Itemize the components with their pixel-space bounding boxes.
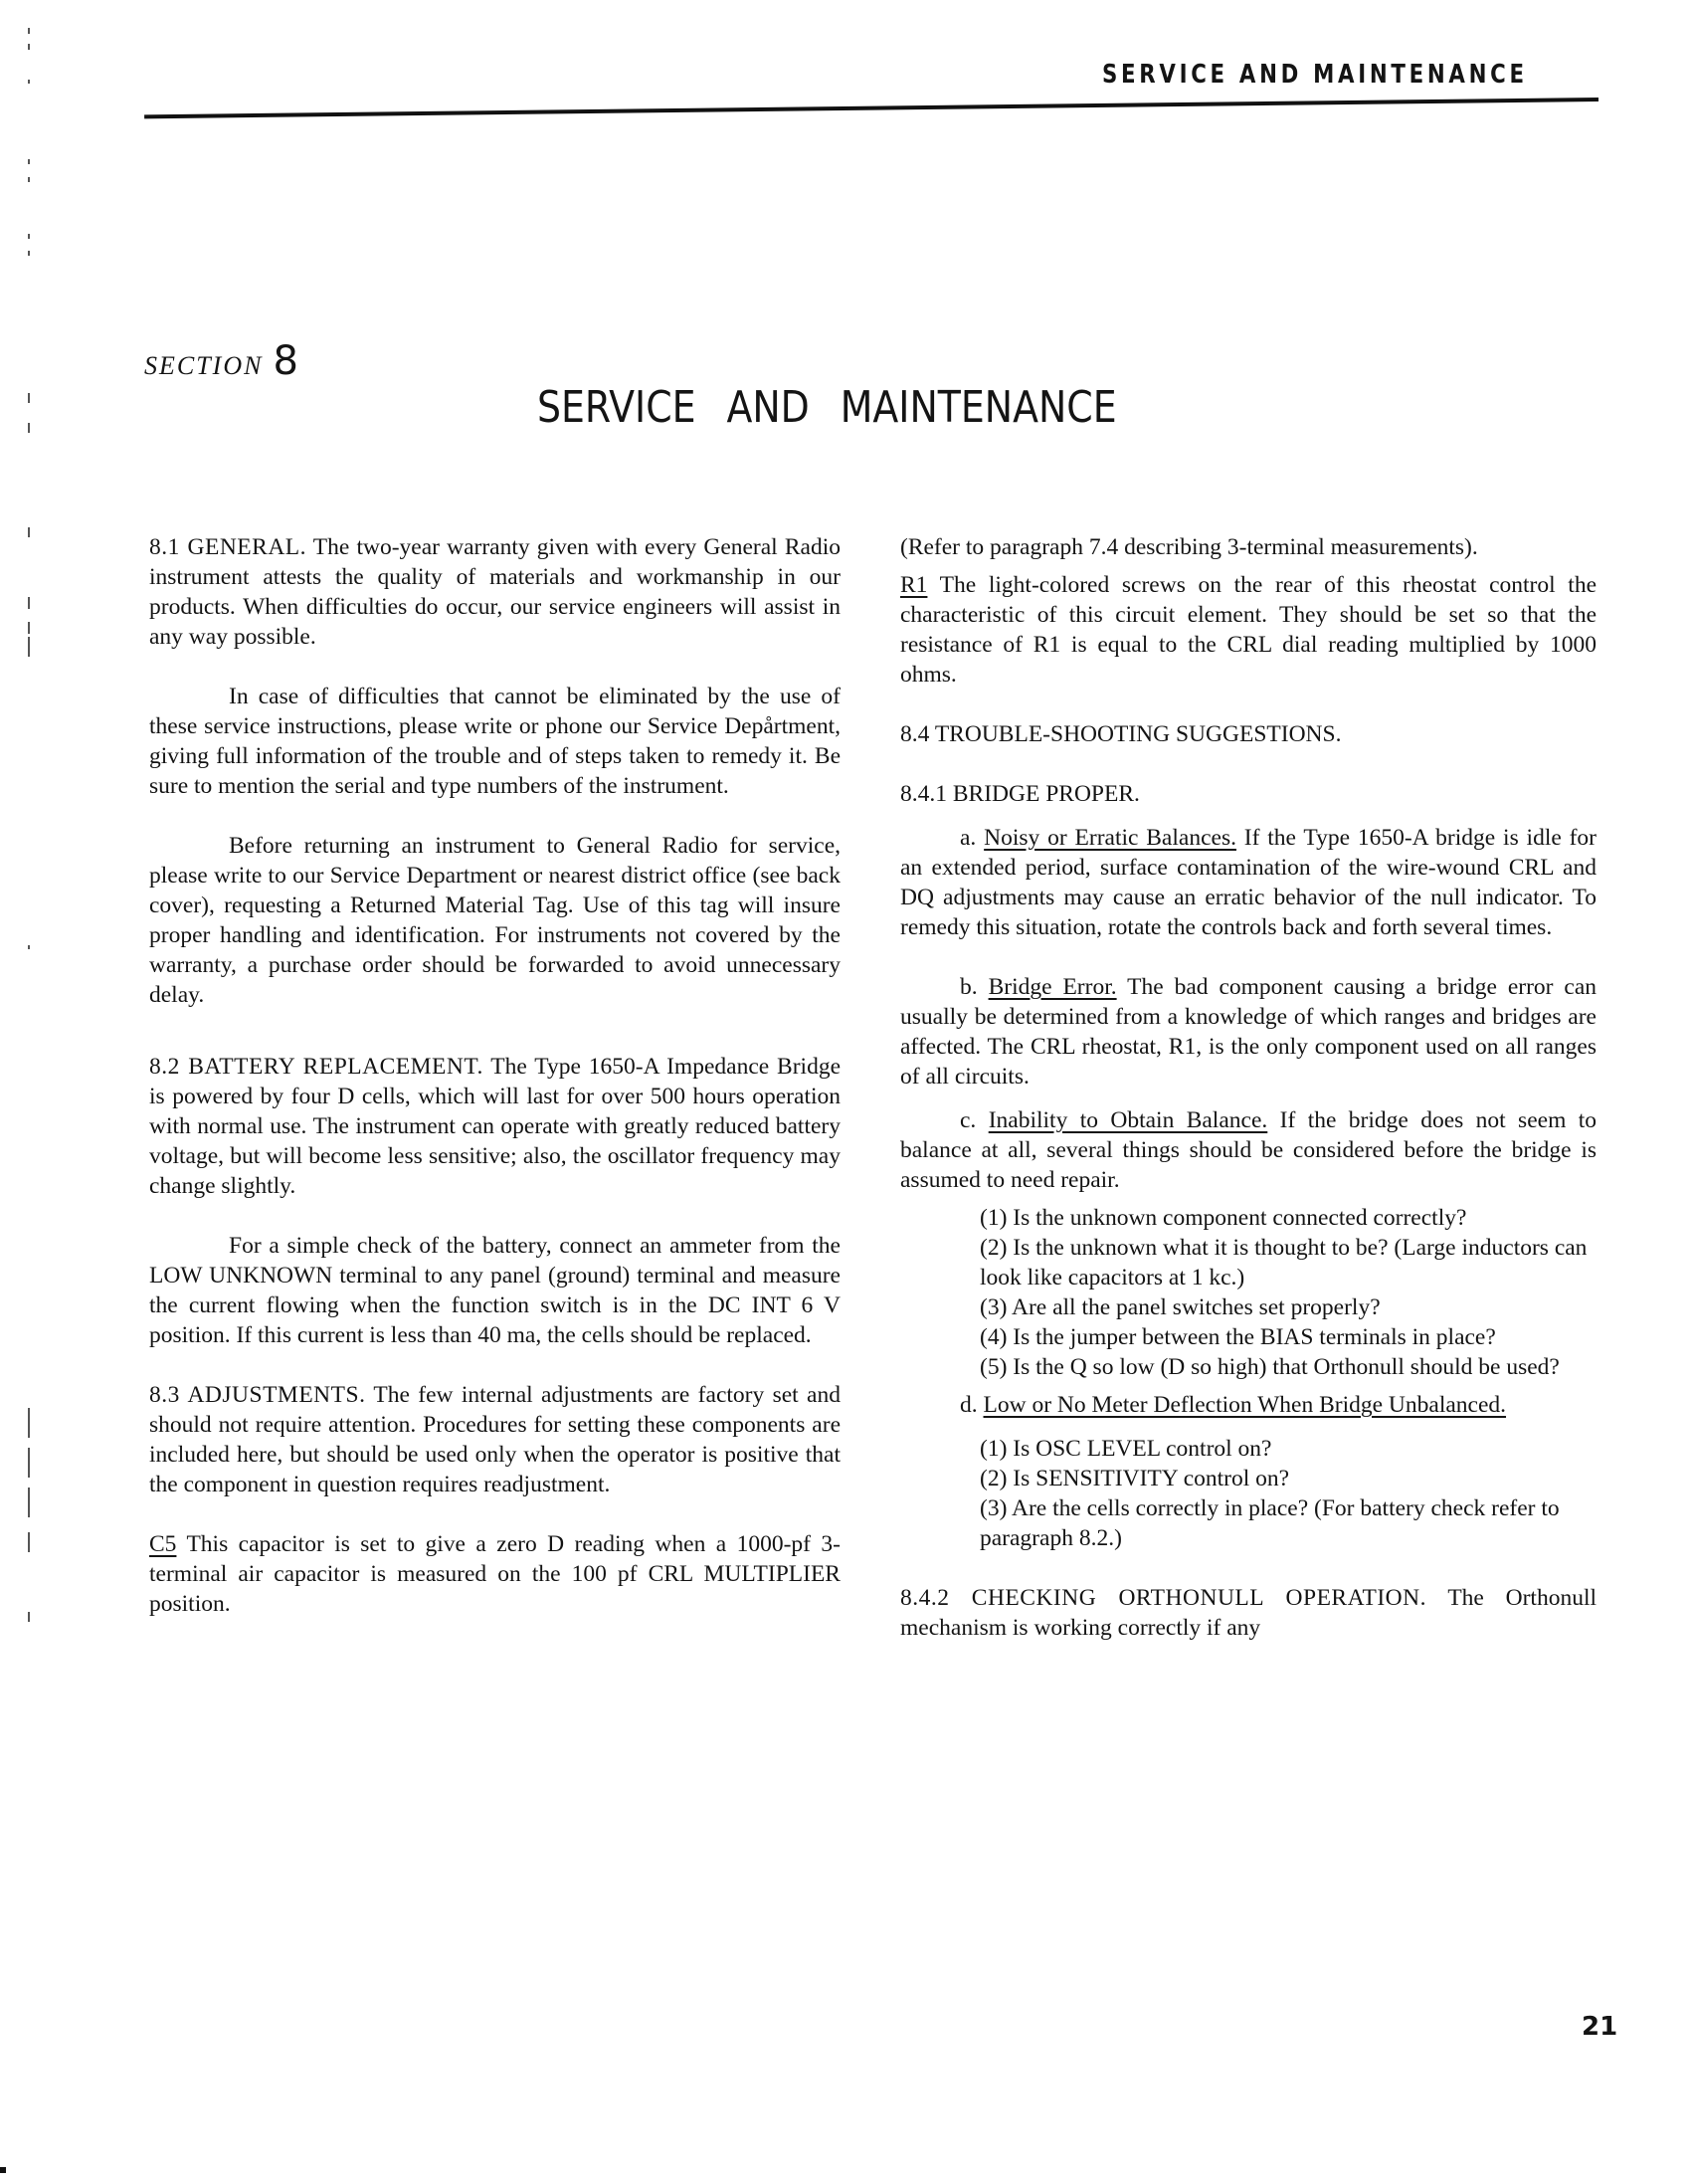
left-column: [149, 532, 841, 1649]
scan-mark: [28, 1612, 30, 1622]
paragraph-8-1-difficulties: In case of difficulties that cannot be eliminated by the use of these service instructions, please write or phone our Service Depårtment, giving full information of the trouble and of steps taken to remedy it. Be sure to mention the serial and type numbers of the instrument.: [149, 684, 841, 799]
page-number: 21: [1582, 2012, 1618, 2042]
paragraph-8-4-2: [900, 1583, 1597, 1643]
item-c-marker: c.: [960, 1107, 977, 1133]
section-word: SECTION: [144, 351, 264, 380]
item-d-title: Low or No Meter Deflection When Bridge Unbalanced.: [983, 1392, 1507, 1418]
item-d: [900, 1390, 1597, 1420]
scan-mark: [28, 251, 30, 256]
section-label: [144, 338, 298, 384]
scan-mark: [28, 44, 30, 50]
item-c-checklist: [900, 1203, 1597, 1382]
heading-8-2: 8.2 BATTERY REPLACEMENT.: [149, 1054, 483, 1080]
item-d-checklist: [900, 1434, 1597, 1553]
scan-mark: [28, 1532, 30, 1552]
scan-mark: [28, 423, 30, 433]
item-c-text: If the bridge does not seem to balance at all, several things should be considered before the bridge is assumed to need repair.: [900, 1107, 1597, 1193]
item-a: [900, 823, 1597, 942]
c5-label: C5: [149, 1531, 177, 1557]
text-8-3: The few internal adjustments are factory set and should not require attention. Procedures for setting these components are included here, but should be used only when the operator is positive that the component in question requires readjustment.: [149, 1382, 841, 1497]
scan-corner-mark: [0, 2167, 6, 2173]
paragraph-8-1: [149, 532, 841, 652]
scan-mark: [28, 1488, 30, 1517]
checklist-item: (5) Is the Q so low (D so high) that Orthonull should be used?: [980, 1354, 1560, 1380]
checklist-item: (3) Are the cells correctly in place? (For battery check refer to paragraph 8.2.): [980, 1495, 1560, 1551]
checklist-item: (4) Is the jumper between the BIAS terminals in place?: [980, 1324, 1496, 1350]
checklist-item: (1) Is the unknown component connected correctly?: [980, 1205, 1467, 1231]
text-8-4-2: The Orthonull mechanism is working correctly if any: [900, 1585, 1597, 1641]
r1-label: R1: [900, 572, 928, 598]
item-c-title: Inability to Obtain Balance.: [988, 1107, 1268, 1133]
item-d-marker: d.: [960, 1392, 978, 1418]
heading-8-3: 8.3 ADJUSTMENTS.: [149, 1382, 366, 1408]
running-header: SERVICE AND MAINTENANCE: [1102, 60, 1528, 90]
checklist-item: (1) Is OSC LEVEL control on?: [980, 1436, 1272, 1462]
item-b: [900, 972, 1597, 1092]
scan-mark: [28, 159, 30, 164]
section-number: 8: [273, 338, 298, 384]
scan-mark: [28, 234, 30, 239]
scan-mark: [28, 1448, 30, 1478]
heading-8-4: 8.4 TROUBLE-SHOOTING SUGGESTIONS.: [900, 721, 1342, 747]
heading-8-1: 8.1 GENERAL.: [149, 534, 307, 560]
right-column: [900, 532, 1597, 1673]
scan-mark: [28, 597, 30, 609]
scan-mark: [28, 1408, 30, 1438]
heading-8-4-1: 8.4.1 BRIDGE PROPER.: [900, 781, 1140, 807]
item-a-marker: a.: [960, 825, 977, 851]
scan-margin-marks: [28, 0, 34, 1691]
paragraph-8-2: [149, 1052, 841, 1201]
text-8-2: The Type 1650-A Impedance Bridge is powered by four D cells, which will last for over 500 hours operation with normal use. The instrument can operate with greatly reduced battery voltage, but will become less sensitive; also, the oscillator frequency may change slightly.: [149, 1054, 842, 1199]
paragraph-c5: [149, 1529, 841, 1619]
scan-mark: [28, 622, 30, 634]
scan-mark: [28, 393, 30, 403]
item-b-text: The bad component causing a bridge error can usually be determined from a knowledge of which ranges and bridges are affected. The CRL rheostat, R1, is the only component used on all ranges of all circuits.: [900, 974, 1597, 1090]
item-b-marker: b.: [960, 974, 978, 1000]
paragraph-8-2-battery-check: For a simple check of the battery, connect an ammeter from the LOW UNKNOWN terminal to any panel (ground) terminal and measure the current flowing when the function switch is in the DC INT 6 V position. If this current is less than 40 ma, the cells should be replaced.: [149, 1233, 841, 1348]
scan-mark: [28, 80, 30, 84]
item-c: [900, 1105, 1597, 1195]
scan-mark: [28, 28, 30, 34]
text-8-1: The two-year warranty given with every General Radio instrument attests the quality of materials and workmanship in our products. When difficulties do occur, our service engineers will assist in any way possible.: [149, 534, 841, 650]
item-a-text: If the Type 1650-A bridge is idle for an extended period, surface contamination of the wire-wound CRL and DQ adjustments may cause an erratic behavior of the null indicator. To remedy this situation, rotate the controls back and forth several times.: [900, 825, 1597, 940]
section-title: SERVICE AND MAINTENANCE: [537, 382, 1117, 433]
item-b-title: Bridge Error.: [988, 974, 1117, 1000]
scan-mark: [28, 527, 30, 537]
checklist-item: (2) Is the unknown what it is thought to be? (Large inductors can look like capacitors at 1 kc.): [980, 1235, 1588, 1291]
paragraph-8-3: [149, 1380, 841, 1499]
scan-mark: [28, 945, 30, 949]
c5-text: This capacitor is set to give a zero D reading when a 1000-pf 3-terminal air capacitor is measured on the 100 pf CRL MULTIPLIER position.: [149, 1531, 842, 1617]
checklist-item: (3) Are all the panel switches set properly?: [980, 1294, 1381, 1320]
heading-8-4-2: 8.4.2 CHECKING ORTHONULL OPERATION.: [900, 1585, 1426, 1611]
checklist-item: (2) Is SENSITIVITY control on?: [980, 1466, 1290, 1491]
scan-mark: [28, 177, 30, 182]
header-rule: [144, 98, 1598, 118]
paragraph-r1: [900, 570, 1597, 690]
item-a-title: Noisy or Erratic Balances.: [984, 825, 1236, 851]
scan-mark: [28, 637, 30, 657]
paragraph-c5-continued: (Refer to paragraph 7.4 describing 3-terminal measurements).: [900, 534, 1478, 560]
paragraph-8-1-returning: Before returning an instrument to General Radio for service, please write to our Service Department or nearest district office (see back cover), requesting a Returned Material Tag. Use of this tag will insure proper handling and identification. For instruments not covered by the warranty, a purchase order should be forwarded to avoid unnecessary delay.: [149, 833, 841, 1008]
r1-text: The light-colored screws on the rear of this rheostat control the characteristic of this circuit element. They should be set so that the resistance of R1 is equal to the CRL dial reading multiplied by 1000 ohms.: [900, 572, 1597, 688]
